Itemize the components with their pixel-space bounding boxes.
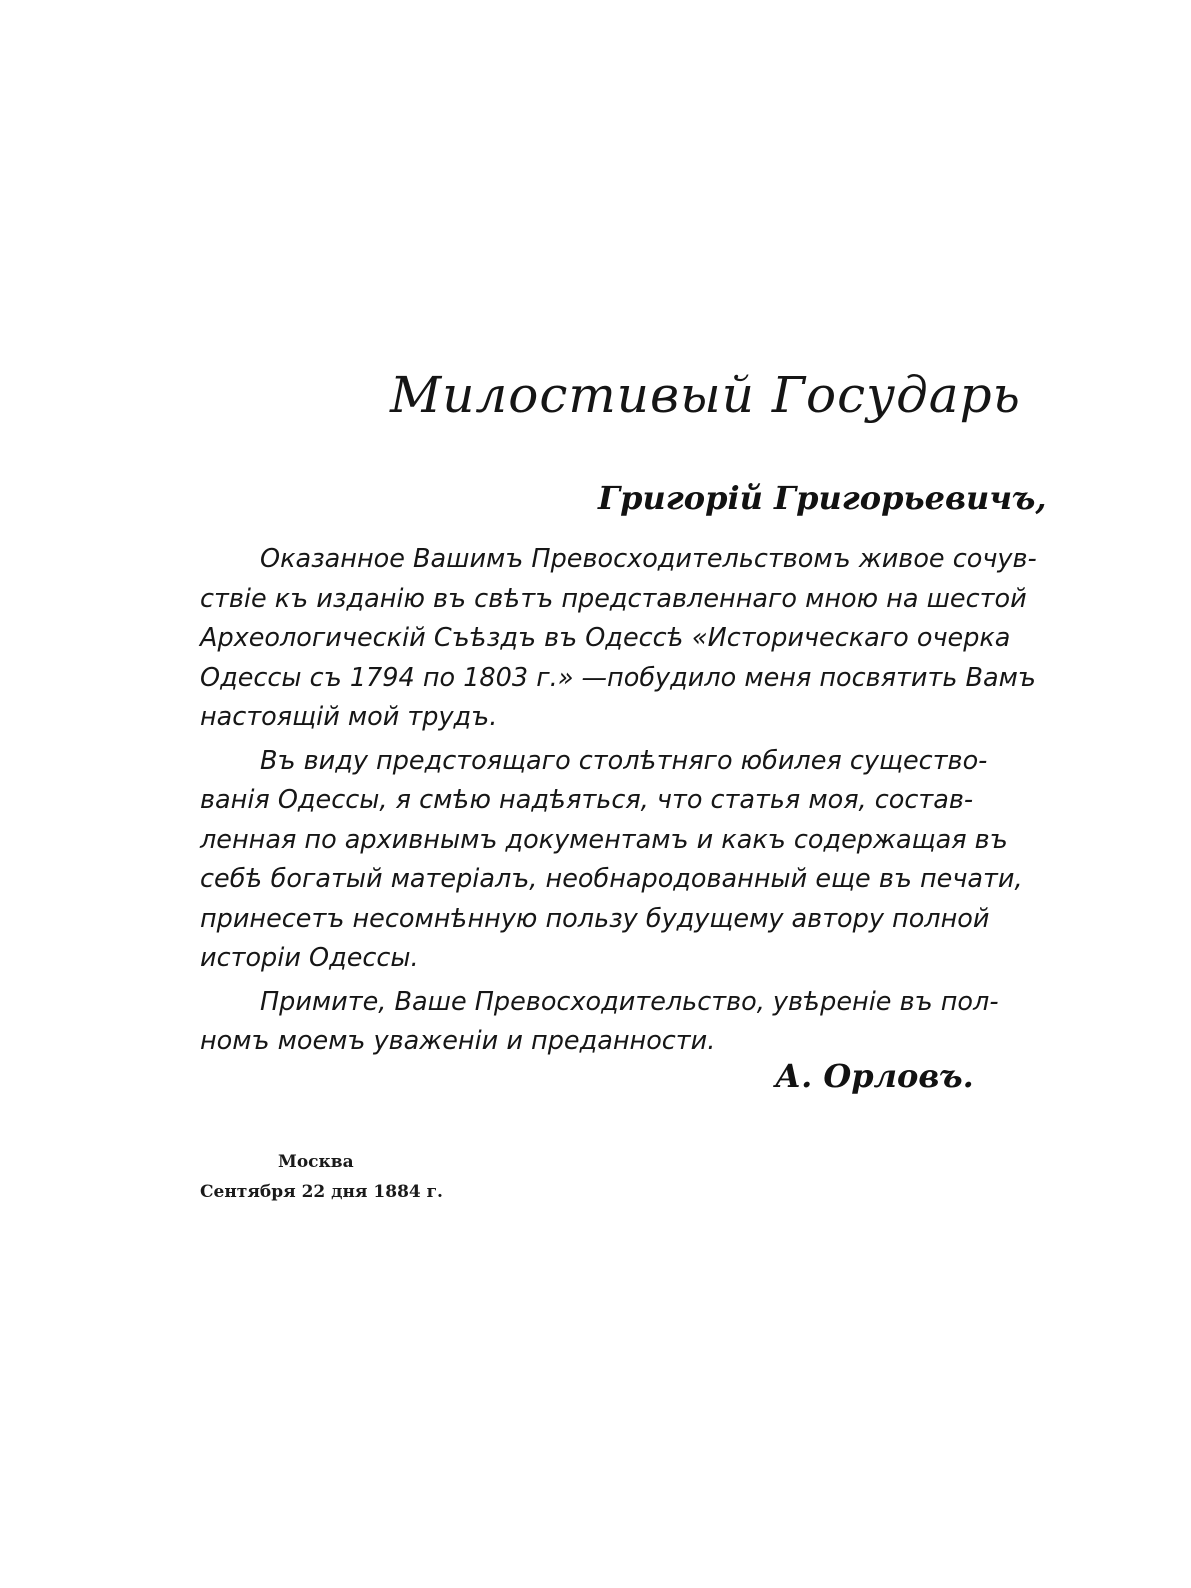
paragraph-line: Въ виду предстоящаго столѣтняго юбилея существо-: [260, 745, 988, 776]
paragraph-line: исторіи Одессы.: [200, 943, 419, 973]
paragraph-line: себѣ богатый матеріалъ, необнародованный еще въ печати,: [200, 864, 1023, 894]
paragraph-line: ванія Одессы, я смѣю надѣяться, что статья моя, состав-: [200, 785, 974, 815]
paragraph-2: [200, 742, 1023, 979]
paragraph-line: принесетъ несомнѣнную пользу будущему автору полной: [200, 903, 990, 934]
paragraph-line: Одессы съ 1794 по 1803 г.» —побудило меня посвятить Вамъ: [200, 662, 1036, 693]
paragraph-line: ствіе къ изданію въ свѣтъ представленнаго мною на шестой: [200, 583, 1027, 614]
signature: А. Орловъ.: [775, 1057, 974, 1095]
letter-body: [200, 540, 1037, 1066]
salutation: Милостивый Государь: [390, 366, 1021, 424]
place-name: Москва: [278, 1152, 354, 1172]
paragraph-line: ленная по архивнымъ документамъ и какъ содержащая въ: [200, 824, 1008, 855]
paragraph-3: [200, 983, 1015, 1062]
paragraph-line: Археологическій Съѣздъ въ Одессѣ «Историческаго очерка: [200, 623, 1011, 653]
addressee-name: Григорій Григорьевичъ,: [598, 479, 1047, 517]
paragraph-1: [200, 540, 1037, 738]
paragraph-line: номъ моемъ уваженіи и преданности.: [200, 1026, 716, 1056]
letter-date: Сентября 22 дня 1884 г.: [200, 1182, 443, 1202]
paragraph-line: Оказанное Вашимъ Превосходительствомъ живое сочув-: [260, 544, 1037, 574]
paragraph-line: Примите, Ваше Превосходительство, увѣреніе въ пол-: [260, 986, 999, 1017]
paragraph-line: настоящій мой трудъ.: [200, 702, 498, 732]
